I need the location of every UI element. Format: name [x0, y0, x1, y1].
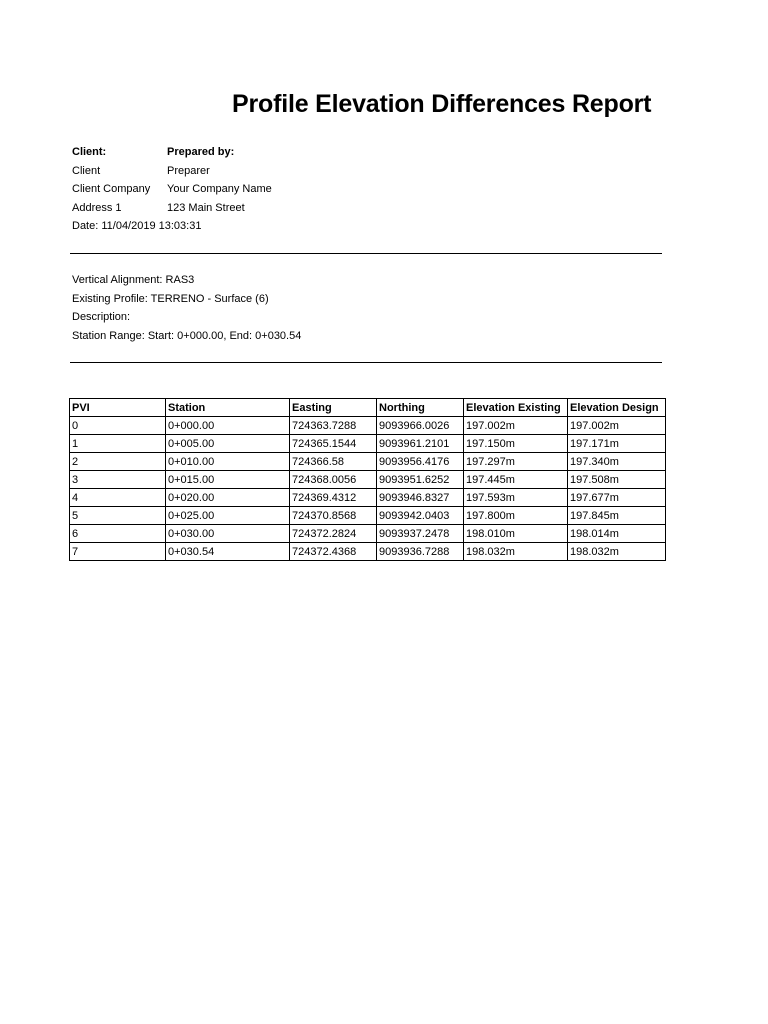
- northing-cell: 9093956.4176: [377, 453, 464, 471]
- station-cell: 0+025.00: [166, 507, 290, 525]
- northing-cell: 9093942.0403: [377, 507, 464, 525]
- report-date: Date: 11/04/2019 13:03:31: [72, 220, 202, 232]
- client-company: Client Company: [72, 183, 151, 195]
- client-name: Client: [72, 164, 101, 177]
- elevation-design-cell: 197.171m: [568, 435, 666, 453]
- table-row: [70, 507, 666, 525]
- elevation-existing-cell: 198.032m: [464, 543, 568, 561]
- easting-cell: 724369.4312: [290, 489, 377, 507]
- table-row: [70, 453, 666, 471]
- elevation-design-cell: 197.677m: [568, 489, 666, 507]
- elevation-design-cell: 198.032m: [568, 543, 666, 561]
- easting-cell: 724365.1544: [290, 435, 377, 453]
- northing-cell: 9093951.6252: [377, 471, 464, 489]
- northing-cell: 9093966.0026: [377, 417, 464, 435]
- table-row: [70, 525, 666, 543]
- elevation-design-cell: 197.002m: [568, 417, 666, 435]
- column-header-station: Station: [166, 399, 290, 417]
- elevation-existing-cell: 197.445m: [464, 471, 568, 489]
- easting-cell: 724370.8568: [290, 507, 377, 525]
- pvi-cell: 7: [70, 543, 166, 561]
- elevation-design-cell: 198.014m: [568, 525, 666, 543]
- divider-line: [70, 362, 662, 363]
- description: Description:: [72, 311, 131, 323]
- elevation-existing-cell: 198.010m: [464, 525, 568, 543]
- pvi-cell: 4: [70, 489, 166, 507]
- report-title: Profile Elevation Differences Report: [232, 90, 652, 118]
- station-cell: 0+015.00: [166, 471, 290, 489]
- northing-cell: 9093936.7288: [377, 543, 464, 561]
- station-cell: 0+020.00: [166, 489, 290, 507]
- northing-cell: 9093961.2101: [377, 435, 464, 453]
- station-cell: 0+030.54: [166, 543, 290, 561]
- column-header-pvi: PVI: [70, 399, 166, 417]
- preparer-address: 123 Main Street: [167, 201, 245, 214]
- preparer-name: Preparer: [167, 164, 210, 177]
- elevation-existing-cell: 197.002m: [464, 417, 568, 435]
- elevation-design-cell: 197.340m: [568, 453, 666, 471]
- column-header-elevation-existing: Elevation Existing: [464, 399, 568, 417]
- pvi-cell: 2: [70, 453, 166, 471]
- elevation-existing-cell: 197.800m: [464, 507, 568, 525]
- easting-cell: 724368.0056: [290, 471, 377, 489]
- station-range: Station Range: Start: 0+000.00, End: 0+030.54: [72, 329, 302, 342]
- column-header-elevation-design: Elevation Design: [568, 399, 666, 417]
- elevation-design-cell: 197.508m: [568, 471, 666, 489]
- easting-cell: 724372.2824: [290, 525, 377, 543]
- table-row: [70, 417, 666, 435]
- divider-line: [70, 253, 662, 254]
- pvi-cell: 5: [70, 507, 166, 525]
- pvi-cell: 6: [70, 525, 166, 543]
- northing-cell: 9093946.8327: [377, 489, 464, 507]
- vertical-alignment: Vertical Alignment: RAS3: [72, 274, 195, 286]
- preparer-company: Your Company Name: [167, 183, 272, 195]
- elevation-table: [69, 398, 666, 561]
- client-heading: Client:: [72, 146, 107, 158]
- northing-cell: 9093937.2478: [377, 525, 464, 543]
- table-header-row: [70, 399, 666, 417]
- column-header-northing: Northing: [377, 399, 464, 417]
- client-address: Address 1: [72, 201, 122, 214]
- table-row: [70, 489, 666, 507]
- elevation-existing-cell: 197.150m: [464, 435, 568, 453]
- table-row: [70, 471, 666, 489]
- easting-cell: 724363.7288: [290, 417, 377, 435]
- existing-profile: Existing Profile: TERRENO - Surface (6): [72, 292, 269, 305]
- station-cell: 0+030.00: [166, 525, 290, 543]
- alignment-info-block: [72, 271, 301, 345]
- column-header-easting: Easting: [290, 399, 377, 417]
- table-row: [70, 543, 666, 561]
- easting-cell: 724372.4368: [290, 543, 377, 561]
- elevation-existing-cell: 197.297m: [464, 453, 568, 471]
- client-info-block: [72, 143, 272, 236]
- easting-cell: 724366.58: [290, 453, 377, 471]
- pvi-cell: 1: [70, 435, 166, 453]
- station-cell: 0+000.00: [166, 417, 290, 435]
- table-row: [70, 435, 666, 453]
- prepared-by-heading: Prepared by:: [167, 146, 235, 158]
- station-cell: 0+010.00: [166, 453, 290, 471]
- pvi-cell: 3: [70, 471, 166, 489]
- pvi-cell: 0: [70, 417, 166, 435]
- elevation-existing-cell: 197.593m: [464, 489, 568, 507]
- elevation-design-cell: 197.845m: [568, 507, 666, 525]
- station-cell: 0+005.00: [166, 435, 290, 453]
